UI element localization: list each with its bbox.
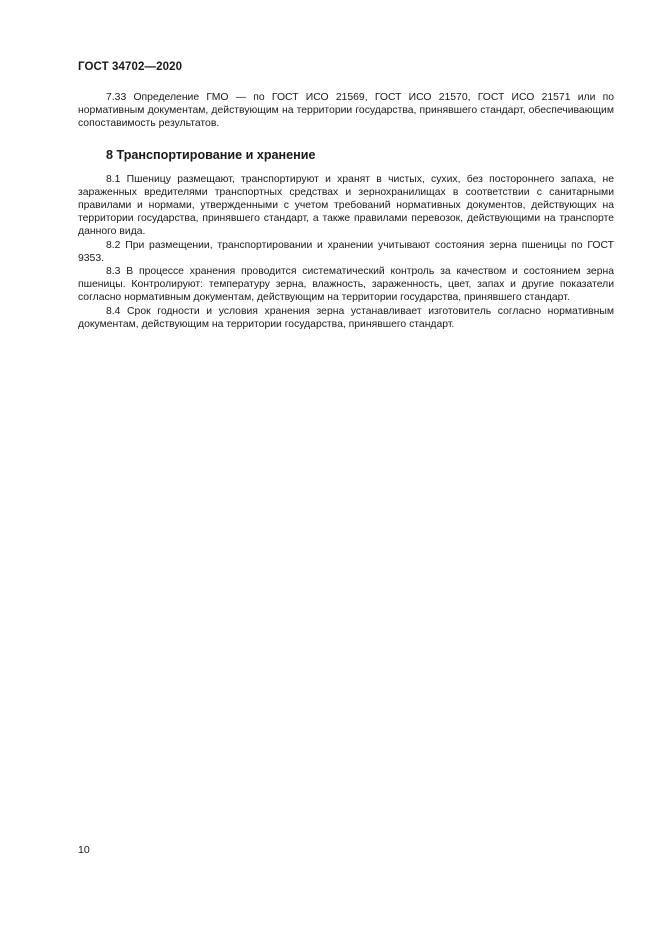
page-number: 10 <box>78 844 90 856</box>
clause-7-33: 7.33 Определение ГМО — по ГОСТ ИСО 21569, ГОСТ ИСО 21570, ГОСТ ИСО 21571 или по нормативным документам, действующим на территории государства, принявшего стандарт, обеспечивающим сопоставимость результатов. <box>78 92 614 130</box>
clause-8-2: 8.2 При размещении, транспортировании и хранении учитывают состояния зерна пшеницы по ГОСТ 9353. <box>78 239 614 264</box>
document-body <box>78 91 614 331</box>
document-code-header: ГОСТ 34702—2020 <box>78 61 183 73</box>
clause-8-4: 8.4 Срок годности и условия хранения зерна устанавливает изготовитель согласно нормативным документам, действующим на территории государства, принявшего стандарт. <box>78 305 614 330</box>
section-8-title: 8 Транспортирование и хранение <box>106 147 316 162</box>
clause-8-3: 8.3 В процессе хранения проводится систематический контроль за качеством и состоянием зерна пшеницы. Контролируют: температуру зерна, влажность, зараженность, цвет, запах и другие показатели согласно нормативным документам, действующим на территории государства, принявшего стандарт. <box>78 266 614 304</box>
clause-8-1: 8.1 Пшеницу размещают, транспортируют и хранят в чистых, сухих, без постороннего запаха, не зараженных вредителями транспортных средствах и зернохранилищах в соответствии с санитарными правилами и нормами, утвержденными с учетом требований нормативных документов, действующих на территории государства, принявшего стандарт, а также правилами перевозок, действующими на транспорте данного вида. <box>78 173 614 238</box>
